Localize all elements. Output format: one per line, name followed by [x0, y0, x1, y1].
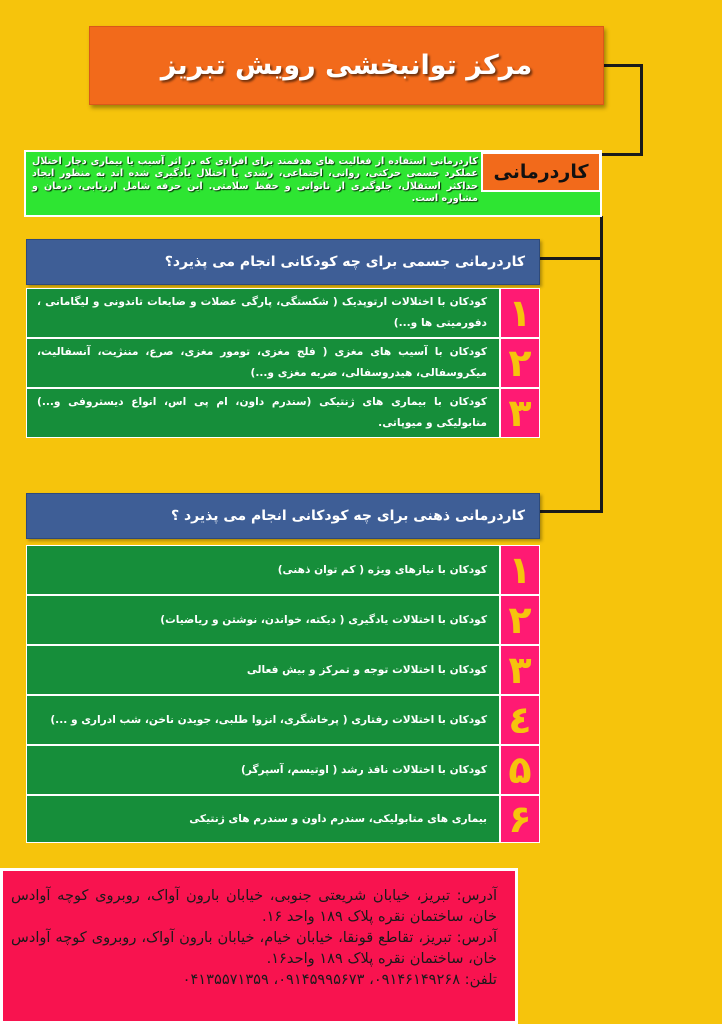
physical-row-2: [26, 338, 540, 388]
mental-row-6: [26, 795, 540, 843]
row-text: کودکان با بیماری های ژنتیکی (سندرم داون، ام پی اس، انواع دیستروفی و...) متابولیکی و میوپاتی.: [37, 396, 487, 429]
row-text-cell: [26, 795, 500, 843]
row-number-badge: ۶: [500, 795, 540, 843]
connector-line: [540, 510, 603, 513]
address-line-1: آدرس: تبریز، خیابان شریعتی جنوبی، خیابان بارون آواک، روبروی کوچه آوادس خان، ساختمان نقره پلاک ۱۸۹ واحد ۱۶.: [11, 887, 497, 925]
physical-row-3: [26, 388, 540, 438]
connector-line: [640, 64, 643, 156]
contact-box: [0, 868, 518, 1024]
row-text-cell: [26, 695, 500, 745]
row-text-cell: [26, 288, 500, 338]
page-title: مرکز توانبخشی رویش تبریز: [160, 50, 533, 81]
row-text: کودکان با اختلالات رفتاری ( پرخاشگری، انزوا طلبی، جویدن ناخن، شب ادراری و ...): [50, 713, 487, 726]
row-number-badge: ۱: [500, 288, 540, 338]
mental-row-1: [26, 545, 540, 595]
row-text: کودکان با اختلالات توجه و تمرکز و بیش فعالی: [246, 663, 487, 676]
connector-line: [600, 216, 603, 513]
phone-numbers: تلفن: ۰۹۱۴۶۱۴۹۲۶۸، ۰۹۱۴۵۹۹۵۶۷۳، ۰۴۱۳۵۵۷۱۳۵۹: [182, 971, 497, 988]
intro-text: کاردرمانی استفاده از فعالیت های هدفمند برای افرادی که در اثر آسیب یا بیماری دچار اختلال عملکرد جسمی حرکتی، روانی، اجتماعی، رشدی یا اختلال یادگیری شده اند به منظور ایجاد حداکثر استقلال، جلوگیری از ناتوانی و حفظ سلامتی. این حرفه شامل ارزیابی، درمان و مشاوره است.: [32, 156, 478, 205]
row-text-cell: [26, 595, 500, 645]
mental-row-4: [26, 695, 540, 745]
row-number-badge: ٤: [500, 695, 540, 745]
occupational-therapy-label-text: کاردرمانی: [493, 161, 589, 183]
row-text: کودکان با آسیب های مغزی ( فلج مغزی، تومور مغزی، صرع، مننژیت، آنسفالیت، میکروسفالی، هیدروسفالی، ضربه مغزی و...): [37, 346, 487, 379]
physical-section-heading: کاردرمانی جسمی برای چه کودکانی انجام می پذیرد؟: [164, 254, 525, 270]
row-text-cell: [26, 388, 500, 438]
row-text: کودکان با اختلالات ارتوپدیک ( شکستگی، پارگی عضلات و ضایعات تاندونی و لیگامانی ، دفورمیتی ها و...): [37, 296, 487, 329]
row-text-cell: [26, 338, 500, 388]
occupational-therapy-label: [481, 152, 601, 192]
connector-line: [601, 153, 643, 156]
physical-section-header: [26, 239, 540, 285]
row-number-badge: ۳: [500, 388, 540, 438]
row-number-badge: ۳: [500, 645, 540, 695]
physical-row-1: [26, 288, 540, 338]
mental-section-header: [26, 493, 540, 539]
mental-section-heading: کاردرمانی ذهنی برای چه کودکانی انجام می پذیرد ؟: [170, 508, 525, 524]
row-number-badge: ۲: [500, 338, 540, 388]
mental-row-2: [26, 595, 540, 645]
mental-row-3: [26, 645, 540, 695]
row-text: کودکان با اختلالات یادگیری ( دیکته، خواندن، نوشتن و ریاضیات): [160, 613, 487, 626]
row-text-cell: [26, 545, 500, 595]
row-text-cell: [26, 645, 500, 695]
row-text-cell: [26, 745, 500, 795]
row-text: بیماری های متابولیکی، سندرم داون و سندرم های ژنتیکی: [189, 812, 487, 825]
row-number-badge: ۲: [500, 595, 540, 645]
row-number-badge: ۱: [500, 545, 540, 595]
connector-line: [604, 64, 642, 67]
connector-line: [540, 257, 602, 260]
row-text: کودکان با اختلالات نافذ رشد ( اوتیسم، آسپرگر): [240, 763, 487, 776]
row-text: کودکان با نیازهای ویژه ( کم توان ذهنی): [277, 563, 487, 576]
mental-row-5: [26, 745, 540, 795]
title-banner: [89, 26, 604, 105]
address-line-2: آدرس: تبریز، تقاطع قونقا، خیابان خیام، خیابان بارون آواک، روبروی کوچه آوادس خان، ساختمان نقره پلاک ۱۸۹ واحد۱۶.: [11, 929, 497, 967]
row-number-badge: ۵: [500, 745, 540, 795]
